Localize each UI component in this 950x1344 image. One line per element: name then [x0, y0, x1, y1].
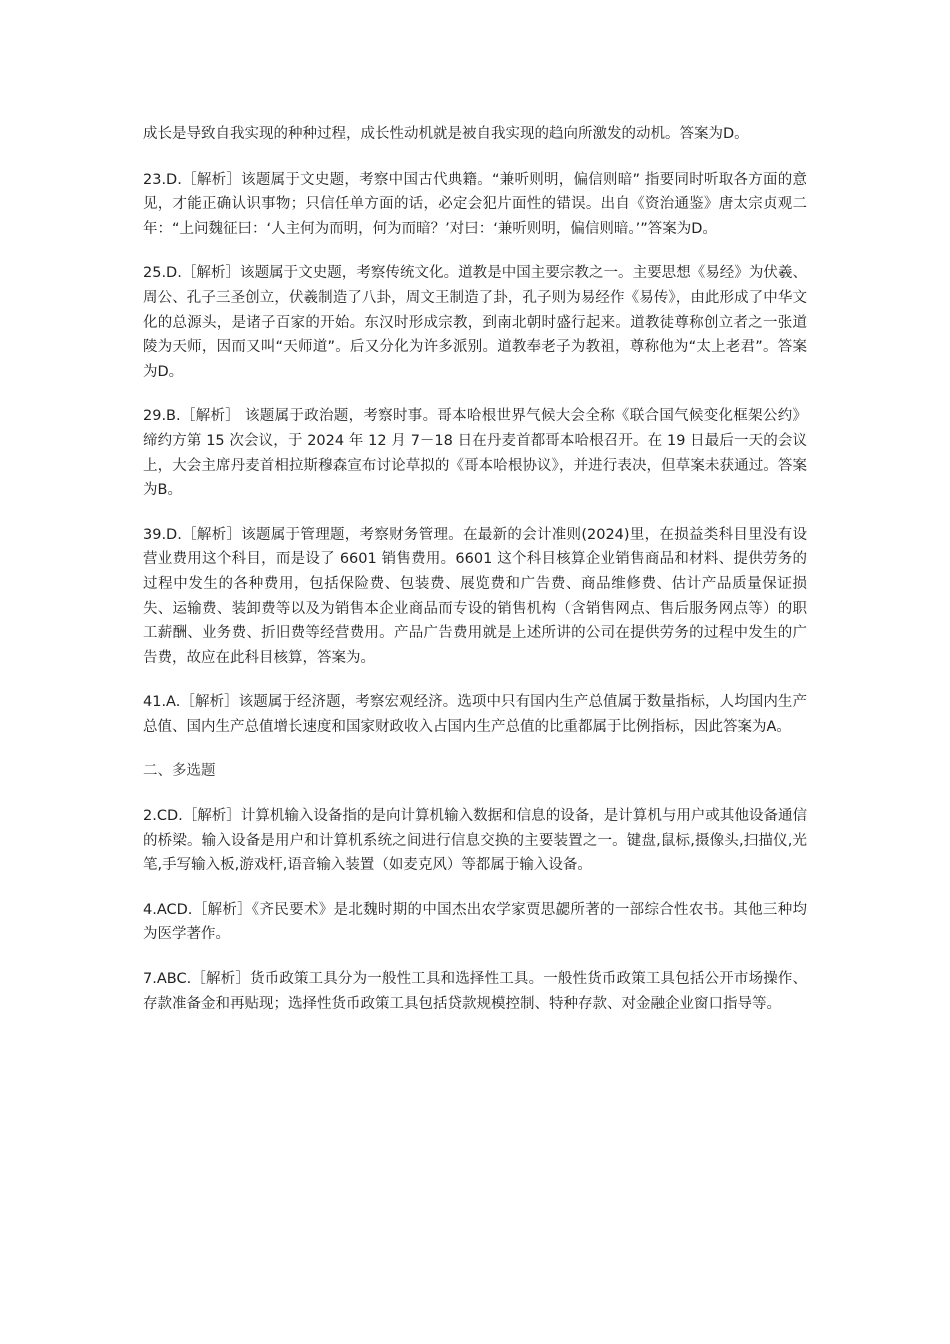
answer-label: 4.ACD. [143, 901, 193, 918]
paragraph-text: ［解析］该题属于文史题，考察中国古代典籍。“兼听则明，偏信则暗” 指要同时听取各方面的意见，才能正确认识事物；只信任单方面的话，必定会犯片面性的错误。出自《资治通鉴》唐太宗贞观二年：“上问魏征曰：‘人主何为而明，何为而暗？’对曰：‘兼听则明，偏信则暗。’”答案为D。 [143, 171, 807, 237]
answer-paragraph-2 [143, 804, 807, 878]
paragraph-text: ［解析］该题属于文史题，考察传统文化。道教是中国主要宗教之一。主要思想《易经》为伏羲、周公、孔子三圣创立，伏羲制造了八卦，周文王制造了卦，孔子则为易经作《易传》，由此形成了中华文化的总源头，是诸子百家的开始。东汉时形成宗教，到南北朝时盛行起来。道教徒尊称创立者之一张道陵为天师，因而又叫“天师道”。后又分化为许多派别。道教奉老子为教祖，尊称他为“太上老君”。答案为D。 [143, 265, 807, 380]
answer-paragraph-25 [143, 261, 807, 384]
paragraph-text: ［解析］计算机输入设备指的是向计算机输入数据和信息的设备，是计算机与用户或其他设备通信的桥梁。输入设备是用户和计算机系统之间进行信息交换的主要装置之一。键盘,鼠标,摄像头,扫描仪,光笔,手写输入板,游戏杆,语音输入装置（如麦克风）等都属于输入设备。 [143, 808, 807, 874]
paragraph-text: ［解析］该题属于经济题，考察宏观经济。选项中只有国内生产总值属于数量指标，人均国内生产总值、国内生产总值增长速度和国家财政收入占国内生产总值的比重都属于比例指标，因此答案为A。 [143, 694, 807, 735]
paragraph-text: ［解析］《齐民要术》是北魏时期的中国杰出农学家贾思勰所著的一部综合性农书。其他三种均为医学著作。 [143, 901, 807, 943]
answer-paragraph-39 [143, 523, 807, 671]
paragraph-intro [143, 122, 807, 147]
section-heading: 二、多选题 [143, 763, 216, 780]
answer-paragraph-7 [143, 967, 807, 1016]
answer-label: 2.CD. [143, 808, 183, 825]
answer-paragraph-23 [143, 168, 807, 242]
answer-label: 23.D. [143, 171, 182, 188]
answer-label: 29.B. [143, 408, 181, 425]
paragraph-text: ［解析］货币政策工具分为一般性工具和选择性工具。一般性货币政策工具包括公开市场操作、存款准备金和再贴现；选择性货币政策工具包括贷款规模控制、特种存款、对金融企业窗口指导等。 [143, 971, 807, 1012]
answer-paragraph-41 [143, 690, 807, 739]
paragraph-text: ［解析］该题属于管理题，考察财务管理。在最新的会计准则(2024)里，在损益类科目里没有设营业费用这个科目，而是设了 6601 销售费用。6601 这个科目核算企业销售商品和材料、提供劳务的过程中发生的各种费用，包括保险费、包装费、展览费和广告费、商品维修费、估计产品质量保证损失、运输费、装卸费等以及为销售本企业商品而专设的销售机构（含销售网点、售后服务网点等）的职工薪酬、业务费、折旧费等经营费用。产品广告费用就是上述所讲的公司在提供劳务的过程中发生的广告费，故应在此科目核算，答案为。 [143, 526, 807, 666]
paragraph-text: 成长是导致自我实现的种种过程，成长性动机就是被自我实现的趋向所激发的动机。答案为D。 [143, 126, 749, 142]
answer-label: 39.D. [143, 526, 182, 543]
document-page [143, 122, 807, 1036]
answer-label: 7.ABC. [143, 971, 192, 988]
answer-paragraph-29 [143, 404, 807, 502]
answer-paragraph-4 [143, 898, 807, 947]
answer-label: 25.D. [143, 265, 182, 282]
paragraph-text: ［解析］ 该题属于政治题，考察时事。哥本哈根世界气候大会全称《联合国气候变化框架公约》缔约方第 15 次会议，于 2024 年 12 月 7－18 日在丹麦首都哥本哈根召开。在 19 日最后一天的会议上，大会主席丹麦首相拉斯穆森宣布讨论草拟的《哥本哈根协议》，并进行表决，但草案未获通过。答案为B。 [143, 408, 807, 499]
answer-label: 41.A. [143, 694, 181, 711]
